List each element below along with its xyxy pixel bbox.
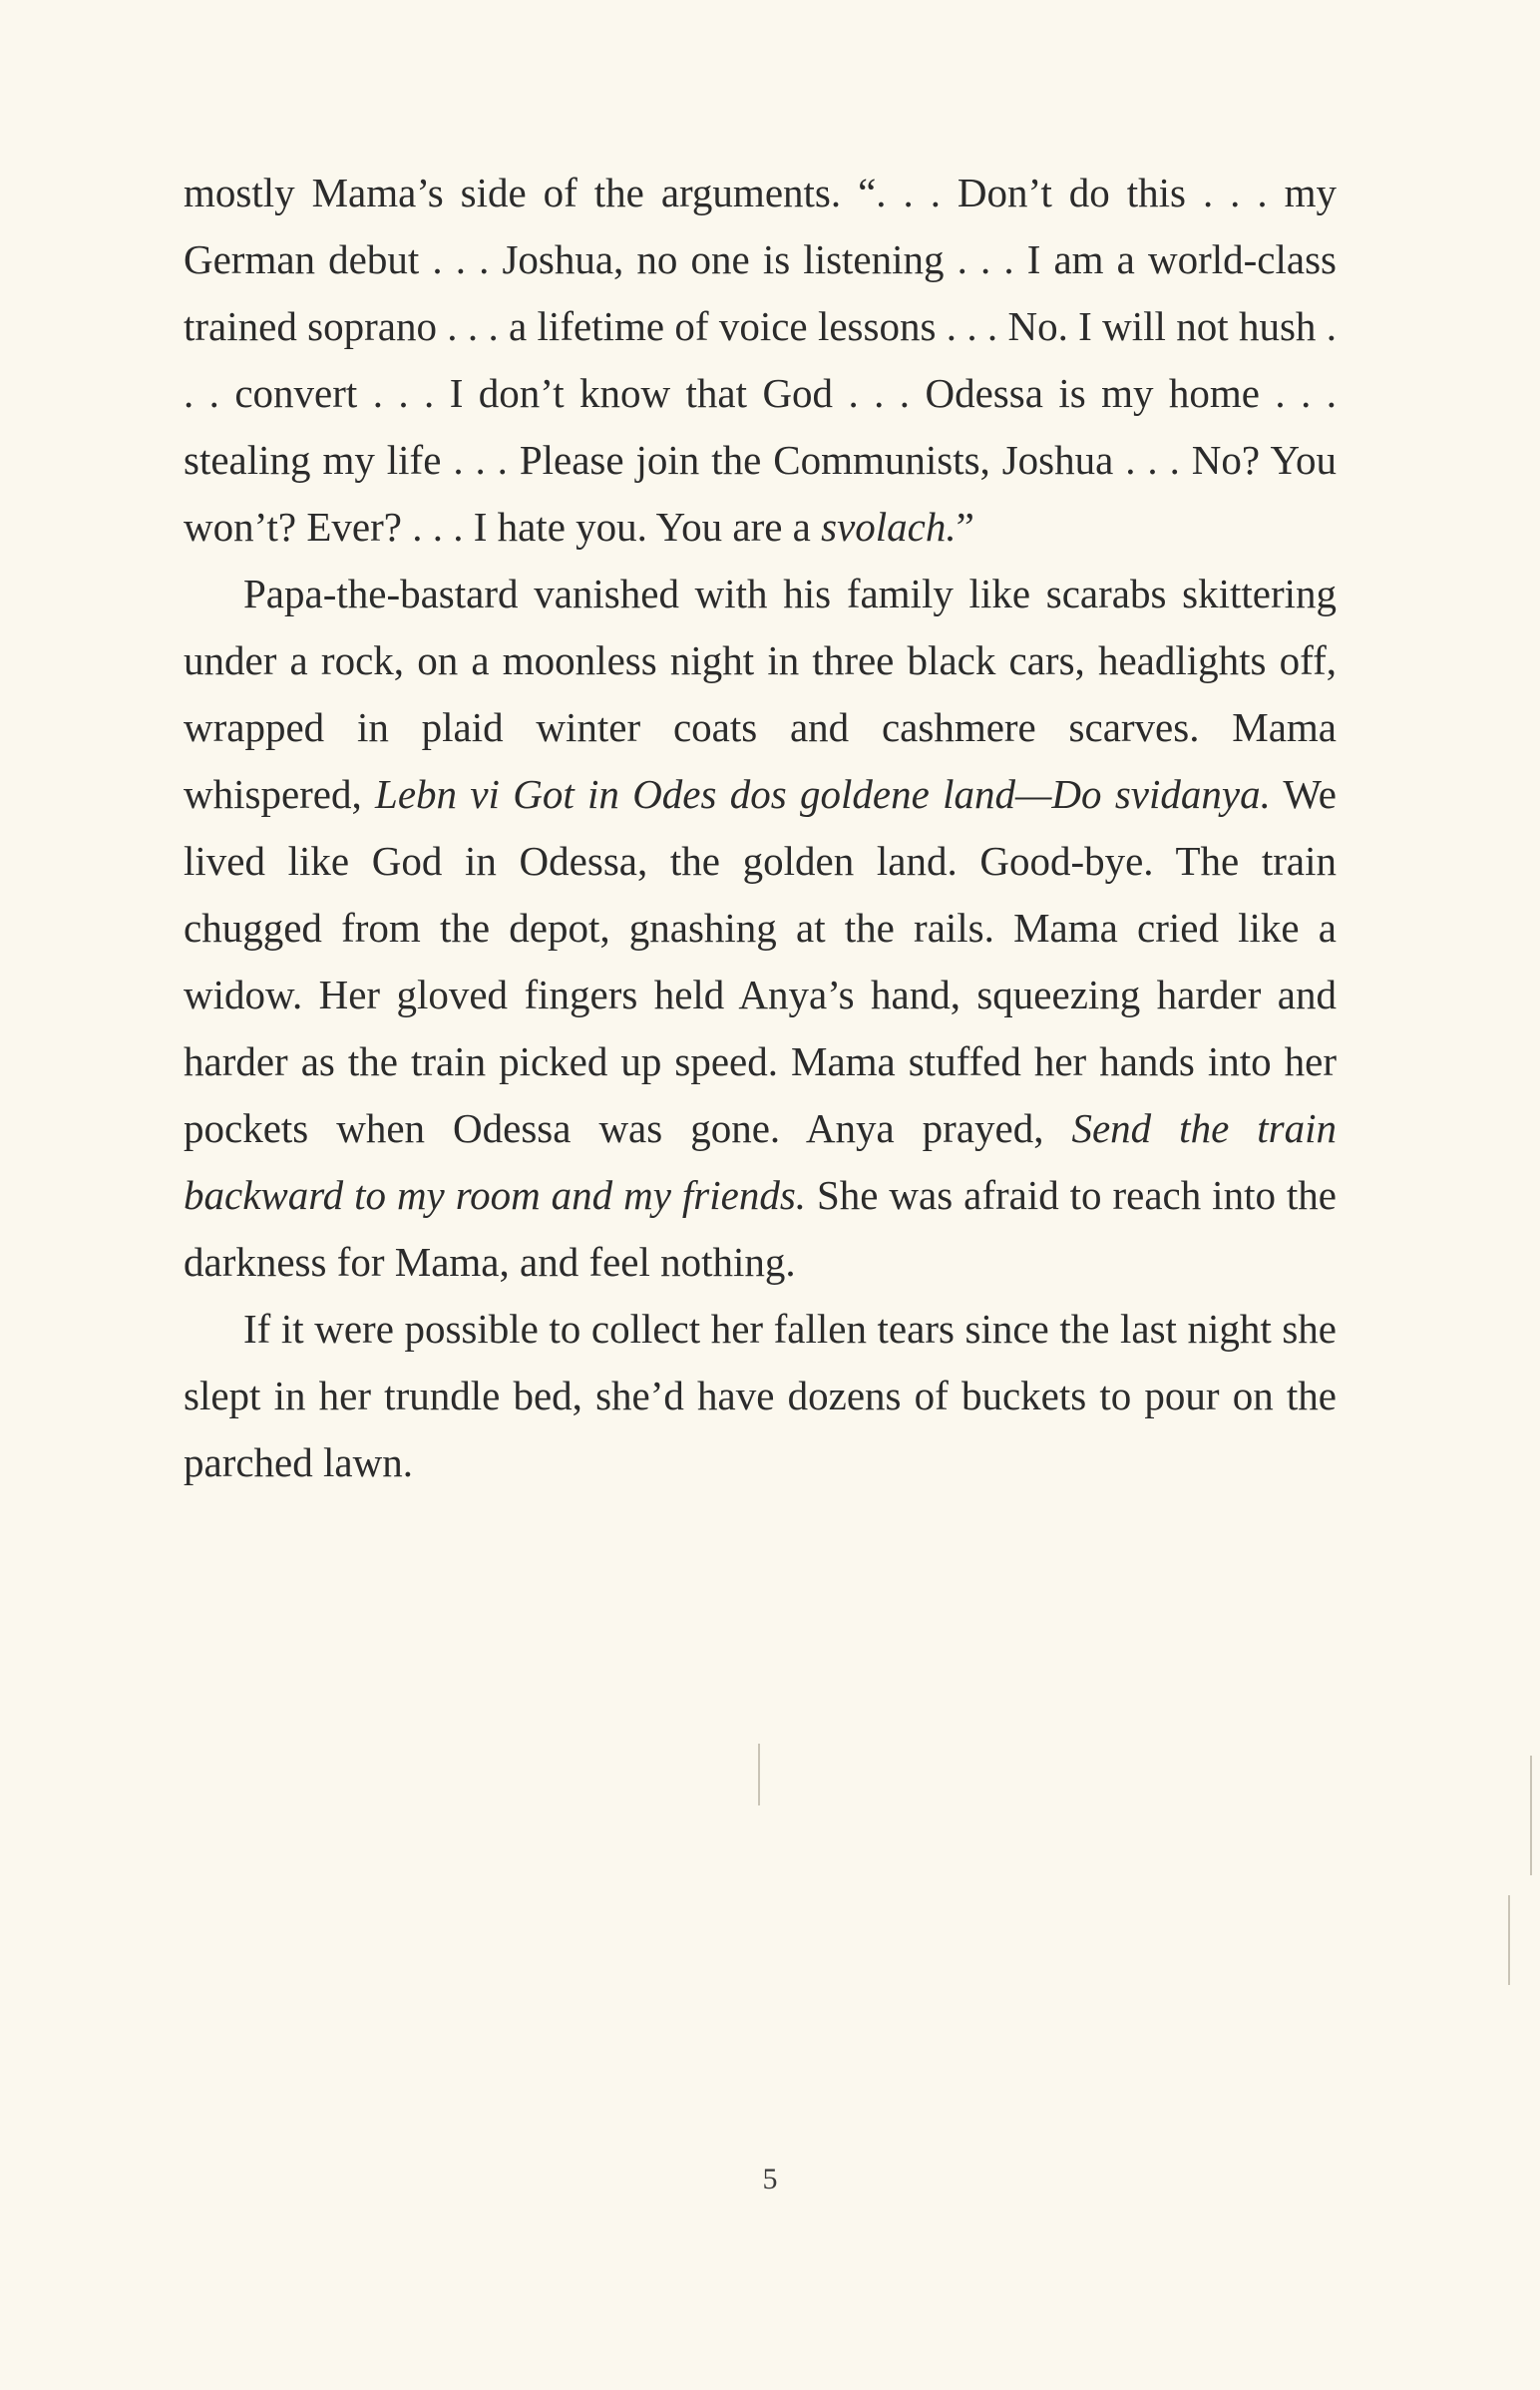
scan-mark (1508, 1895, 1510, 1985)
paragraph-2-text-c: She was afraid to reach into the darkness for Mama, and feel nothing. (184, 1172, 1337, 1285)
scan-mark (1530, 1756, 1532, 1875)
paragraph-1 (184, 160, 1337, 561)
paragraph-1-text: mostly Mama’s side of the arguments. “. . . Don’t do this . . . my German debut . . . Joshua, no one is listening . . . I am a world-class trained soprano . . . a lifetime of voice lessons . . . No. I will not hush . . . convert . . . I don’t know that God . . . Odessa is my home . . . stealing my life . . . Please join the Communists, Joshua . . . No? You won’t? Ever? . . . I hate you. You are a (184, 170, 1337, 550)
scan-mark (758, 1744, 760, 1805)
paragraph-1-italic: svolach. (821, 504, 957, 550)
paragraph-2-italic-1: Lebn vi Got in Odes dos goldene land—Do svidanya. (375, 771, 1271, 817)
paragraph-2-italic-2: Send the train backward to my room and my friends. (184, 1105, 1337, 1218)
paragraph-2 (184, 561, 1337, 1296)
paragraph-3 (184, 1296, 1337, 1496)
body-text (184, 160, 1337, 1496)
paragraph-2-text-a: Papa-the-bastard vanished with his family like scarabs skittering under a rock, on a moonless night in three black cars, headlights off, wrapped in plaid winter coats and cashmere scarves. Mama whispered, (184, 571, 1337, 817)
page-number: 5 (762, 2163, 778, 2195)
paragraph-2-text-b: We lived like God in Odessa, the golden land. Good-bye. The train chugged from the depot, gnashing at the rails. Mama cried like a widow. Her gloved fingers held Anya’s hand, squeezing harder and harder as the train picked up speed. Mama stuffed her hands into her pockets when Odessa was gone. Anya prayed, (184, 771, 1337, 1151)
paragraph-3-text: If it were possible to collect her fallen tears since the last night she slept in her trundle bed, she’d have dozens of buckets to pour on the parched lawn. (184, 1306, 1337, 1485)
paragraph-1-end: ” (956, 504, 974, 550)
